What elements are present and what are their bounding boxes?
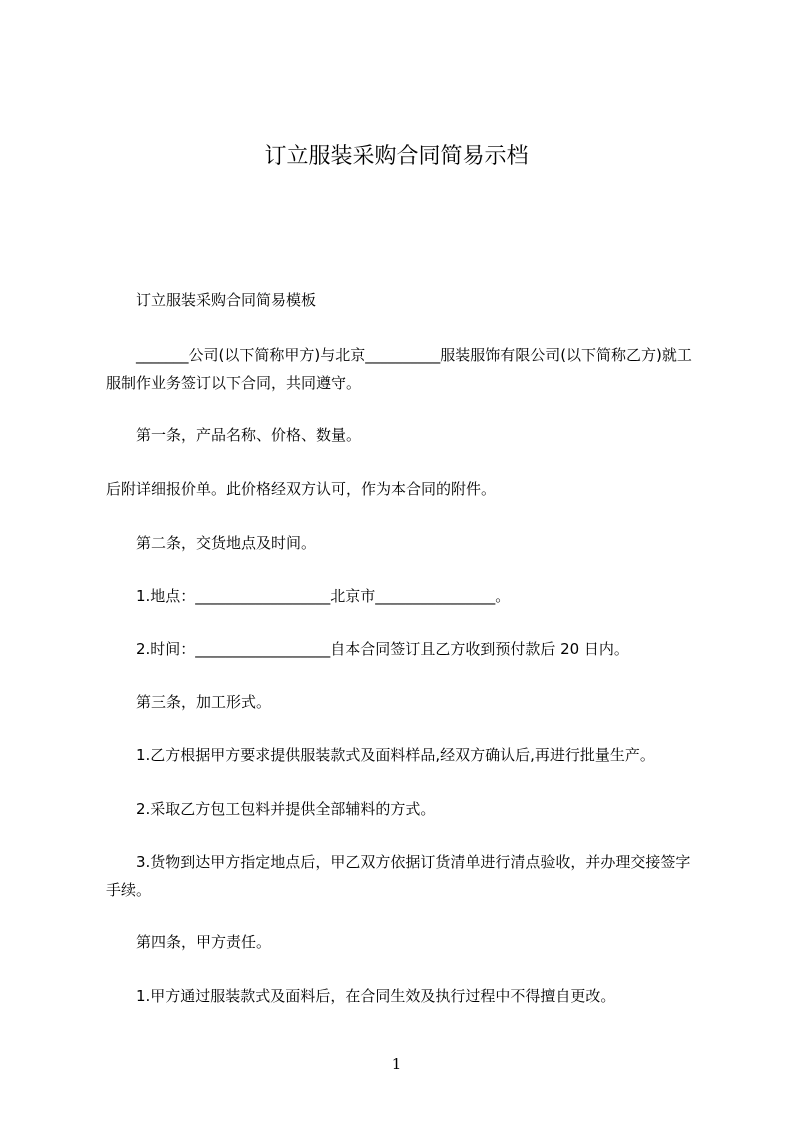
paragraph-process-2: 2.采取乙方包工包料并提供全部辅料的方式。 <box>136 800 436 818</box>
paragraph-process-3: 3.货物到达甲方指定地点后，甲乙双方依据订货清单进行清点验收，并办理交接签字手续。 <box>106 853 691 899</box>
paragraph-time: 2.时间：__________________自本合同签订且乙方收到预付款后 20 日内。 <box>136 640 629 658</box>
paragraph-process-1: 1.乙方根据甲方要求提供服装款式及面料样品,经双方确认后,再进行批量生产。 <box>136 746 655 764</box>
page-number: 1 <box>391 1055 402 1073</box>
paragraph-location: 1.地点：__________________北京市________________。 <box>136 587 511 605</box>
paragraph-party-a-1: 1.甲方通过服装款式及面料后，在合同生效及执行过程中不得擅自更改。 <box>136 987 616 1005</box>
paragraph-article-4: 第四条，甲方责任。 <box>136 933 272 951</box>
paragraph-price-note: 后附详细报价单。此价格经双方认可，作为本合同的附件。 <box>106 480 497 498</box>
paragraph-article-3: 第三条，加工形式。 <box>136 693 272 711</box>
paragraph-article-1: 第一条，产品名称、价格、数量。 <box>136 426 362 444</box>
paragraph-parties: _______公司(以下简称甲方)与北京__________服装服饰有限公司(以下简称乙方)就工服制作业务签订以下合同，共同遵守。 <box>106 346 692 392</box>
document-title: 订立服装采购合同简易示档 <box>264 144 529 169</box>
paragraph-article-2: 第二条，交货地点及时间。 <box>136 534 317 552</box>
paragraph-subtitle: 订立服装采购合同简易模板 <box>136 291 317 309</box>
